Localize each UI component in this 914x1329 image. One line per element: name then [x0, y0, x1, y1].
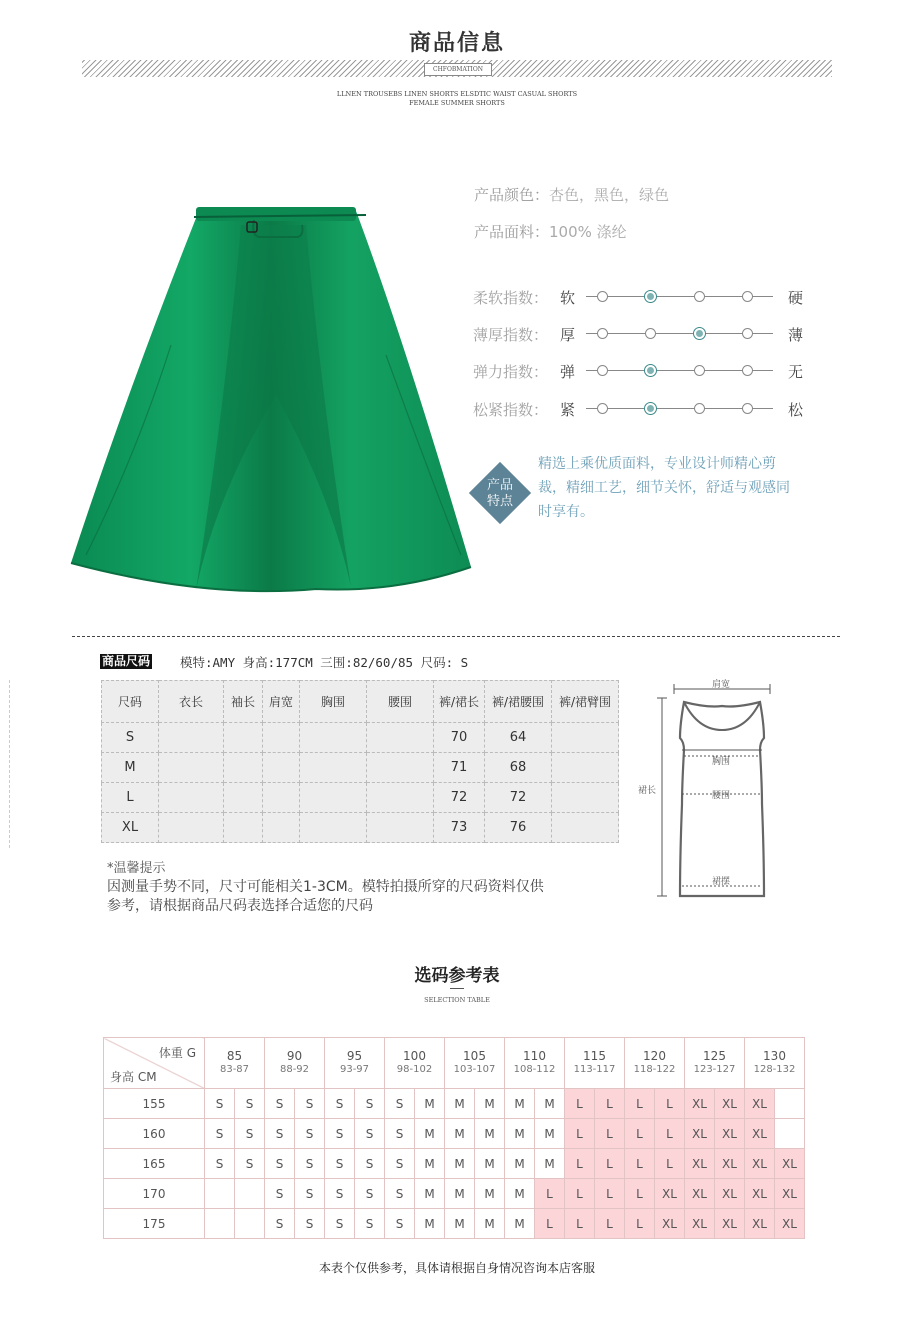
product-image-skirt	[66, 195, 476, 605]
weight-range: 83-87	[219, 1064, 250, 1075]
cell	[300, 813, 367, 843]
weight-range: 113-117	[573, 1064, 616, 1075]
cell	[552, 813, 619, 843]
feature-text: 精选上乘优质面料，专业设计师精心剪裁，精细工艺，细节关怀，舒适与观感同时享有。	[538, 456, 790, 520]
cell: 73	[434, 813, 485, 843]
size-cell: S	[325, 1089, 355, 1119]
weight-value: 85	[226, 1049, 243, 1063]
cell	[367, 783, 434, 813]
size-cell: L	[535, 1179, 565, 1209]
size-cell: S	[295, 1119, 325, 1149]
scale-dot	[597, 365, 608, 376]
cell	[224, 723, 263, 753]
scale-dot-selected	[644, 290, 657, 303]
size-cell: M	[535, 1149, 565, 1179]
size-cell: M	[535, 1119, 565, 1149]
size-cell: L	[625, 1119, 655, 1149]
section-divider	[72, 636, 840, 637]
header-cell: 裤/裙臂围	[552, 681, 619, 723]
scale-dot	[742, 403, 753, 414]
weight-value: 90	[286, 1049, 303, 1063]
cell	[367, 723, 434, 753]
size-cell: XL	[745, 1179, 775, 1209]
scale-dot-selected	[693, 327, 706, 340]
weight-range: 88-92	[279, 1064, 310, 1075]
size-cell: M	[535, 1089, 565, 1119]
cell	[224, 813, 263, 843]
size-cell: S	[385, 1149, 415, 1179]
cell: 72	[485, 783, 552, 813]
size-cell: L	[625, 1179, 655, 1209]
cell	[224, 753, 263, 783]
tip-line-2: 参考，请根据商品尺码表选择合适您的尺码	[107, 898, 373, 914]
size-cell: M	[445, 1209, 475, 1239]
selection-row	[104, 1209, 805, 1239]
size-cell: XL	[745, 1149, 775, 1179]
size-cell: M	[415, 1209, 445, 1239]
size-cell: S	[355, 1119, 385, 1149]
table-row	[102, 753, 619, 783]
size-cell: S	[325, 1149, 355, 1179]
thickness-scale	[586, 326, 773, 342]
size-cell: S	[385, 1089, 415, 1119]
size-cell: L	[655, 1149, 685, 1179]
size-cell: L	[595, 1179, 625, 1209]
size-cell	[205, 1209, 235, 1239]
scale-dot	[694, 291, 705, 302]
tightness-scale	[586, 401, 773, 417]
weight-value: 130	[763, 1049, 786, 1063]
size-cell: XL	[775, 1179, 805, 1209]
height-cell: 165	[104, 1149, 205, 1179]
size-cell: XL	[715, 1209, 745, 1239]
cell	[263, 783, 300, 813]
tip-line-1: 因测量手势不同，尺寸可能相关1-3CM。模特拍摄所穿的尺码资料仅供	[107, 879, 544, 895]
size-cell: M	[505, 1119, 535, 1149]
cell	[300, 783, 367, 813]
left-dash-guide	[9, 680, 10, 848]
size-cell: S	[295, 1209, 325, 1239]
scale-dot	[742, 291, 753, 302]
cell	[300, 753, 367, 783]
color-info	[474, 184, 669, 205]
cell: 71	[434, 753, 485, 783]
cell: 70	[434, 723, 485, 753]
cell	[300, 723, 367, 753]
header-cell: 尺码	[102, 681, 159, 723]
weight-header-cell	[565, 1038, 625, 1089]
size-cell: S	[295, 1089, 325, 1119]
size-cell: M	[445, 1119, 475, 1149]
header-subtitle	[0, 90, 914, 108]
size-cell: L	[565, 1179, 595, 1209]
weight-range: 128-132	[753, 1064, 796, 1075]
selection-header-row	[104, 1038, 805, 1089]
selection-row	[104, 1149, 805, 1179]
cell	[367, 753, 434, 783]
tightness-high: 松	[788, 401, 804, 419]
cell: 72	[434, 783, 485, 813]
weight-header-cell	[685, 1038, 745, 1089]
cell	[224, 783, 263, 813]
header-cell: 袖长	[224, 681, 263, 723]
weight-value: 105	[463, 1049, 486, 1063]
size-cell: L	[565, 1119, 595, 1149]
softness-scale	[586, 289, 773, 305]
size-cell: S	[265, 1119, 295, 1149]
color-value: 杏色，黑色，绿色	[549, 186, 670, 204]
size-cell: M	[505, 1089, 535, 1119]
size-cell: M	[475, 1089, 505, 1119]
corner-cell	[104, 1038, 205, 1089]
size-cell: XL	[685, 1149, 715, 1179]
selection-row	[104, 1119, 805, 1149]
softness-low: 软	[560, 289, 576, 307]
size-cell: M	[505, 1209, 535, 1239]
height-cell: 160	[104, 1119, 205, 1149]
size-cell	[205, 1179, 235, 1209]
size-cell: XL	[685, 1119, 715, 1149]
weight-value: 100	[403, 1049, 426, 1063]
badge-line-1: 产品	[486, 478, 513, 493]
size-cell: L	[625, 1209, 655, 1239]
size-cell: S	[205, 1089, 235, 1119]
elasticity-label: 弹力指数：	[473, 363, 549, 381]
elasticity-high: 无	[788, 363, 804, 381]
size-cell: M	[445, 1179, 475, 1209]
cell	[263, 723, 300, 753]
scale-dot	[694, 365, 705, 376]
size-cell: XL	[745, 1209, 775, 1239]
size-cell	[775, 1089, 805, 1119]
size-cell: M	[445, 1089, 475, 1119]
size-cell: L	[535, 1209, 565, 1239]
header-cell: 裤/裙长	[434, 681, 485, 723]
cell: XL	[102, 813, 159, 843]
cell	[263, 813, 300, 843]
size-cell: S	[295, 1149, 325, 1179]
size-cell: M	[505, 1179, 535, 1209]
weight-header-cell	[625, 1038, 685, 1089]
size-cell: L	[595, 1209, 625, 1239]
cell: S	[102, 723, 159, 753]
cell	[159, 753, 224, 783]
selection-footer-note: 本表个仅供参考，具体请根据自身情况咨询本店客服	[318, 1261, 595, 1275]
model-info: 模特:AMY 身高:177CM 三围:82/60/85 尺码: S	[180, 655, 469, 670]
size-cell: M	[475, 1179, 505, 1209]
weight-header-cell	[325, 1038, 385, 1089]
size-cell: S	[235, 1149, 265, 1179]
header-cell: 胸围	[300, 681, 367, 723]
cell	[367, 813, 434, 843]
cell	[552, 753, 619, 783]
size-cell: XL	[775, 1149, 805, 1179]
weight-header-cell	[385, 1038, 445, 1089]
size-cell: XL	[775, 1209, 805, 1239]
size-cell: M	[475, 1119, 505, 1149]
size-cell: S	[325, 1119, 355, 1149]
thickness-low: 厚	[560, 326, 576, 344]
size-cell: S	[355, 1089, 385, 1119]
weight-range: 123-127	[693, 1064, 736, 1075]
elasticity-low: 弹	[560, 363, 576, 381]
scale-dot	[597, 291, 608, 302]
selection-row	[104, 1179, 805, 1209]
page-title: 商品信息	[408, 30, 505, 56]
softness-high: 硬	[788, 289, 804, 307]
size-cell: M	[475, 1149, 505, 1179]
table-row	[102, 783, 619, 813]
size-cell: XL	[715, 1089, 745, 1119]
cell: L	[102, 783, 159, 813]
diagram-length-label: 裙长	[638, 786, 657, 796]
size-cell: XL	[685, 1179, 715, 1209]
size-cell: S	[205, 1149, 235, 1179]
badge-line-2: 特点	[486, 494, 513, 509]
size-cell: M	[415, 1149, 445, 1179]
size-cell: S	[385, 1119, 415, 1149]
size-cell: XL	[655, 1209, 685, 1239]
size-cell: XL	[685, 1209, 715, 1239]
size-cell: S	[235, 1119, 265, 1149]
weight-header-cell	[505, 1038, 565, 1089]
height-cell: 170	[104, 1179, 205, 1209]
weight-value: 125	[703, 1049, 726, 1063]
softness-label: 柔软指数：	[473, 289, 549, 307]
size-cell: L	[565, 1209, 595, 1239]
size-cell: S	[265, 1209, 295, 1239]
size-cell: L	[565, 1149, 595, 1179]
size-cell: S	[355, 1149, 385, 1179]
diagram-chest-label: 胸围	[712, 757, 731, 767]
measurement-diagram	[636, 676, 786, 900]
size-cell: XL	[715, 1149, 745, 1179]
cell	[159, 723, 224, 753]
diagram-shoulder-label: 肩宽	[712, 680, 731, 690]
header-cell: 衣长	[159, 681, 224, 723]
scale-dot	[597, 403, 608, 414]
selection-title: 选码参考表	[414, 966, 500, 986]
color-label: 产品颜色：	[474, 186, 550, 204]
diagram-waist-label: 腰围	[712, 791, 731, 801]
size-cell: L	[595, 1149, 625, 1179]
size-cell: S	[325, 1209, 355, 1239]
size-table-header	[102, 681, 619, 723]
size-cell: S	[355, 1209, 385, 1239]
size-cell: S	[325, 1179, 355, 1209]
size-cell: XL	[715, 1179, 745, 1209]
header-cell: 裤/裙腰围	[485, 681, 552, 723]
size-cell: XL	[685, 1089, 715, 1119]
weight-value: 120	[643, 1049, 666, 1063]
size-tip	[107, 859, 544, 916]
size-cell: L	[565, 1089, 595, 1119]
table-row	[102, 723, 619, 753]
corner-height-label: 身高 CM	[110, 1070, 157, 1084]
thickness-label: 薄厚指数：	[473, 326, 549, 344]
size-cell: XL	[745, 1089, 775, 1119]
weight-header-cell	[745, 1038, 805, 1089]
size-cell	[235, 1209, 265, 1239]
weight-value: 95	[346, 1049, 363, 1063]
scale-dot	[742, 365, 753, 376]
thickness-high: 薄	[788, 326, 804, 344]
size-cell: M	[415, 1179, 445, 1209]
size-cell: S	[265, 1149, 295, 1179]
selection-title-underline	[450, 988, 464, 989]
selection-row	[104, 1089, 805, 1119]
weight-range: 103-107	[453, 1064, 496, 1075]
size-cell: M	[475, 1209, 505, 1239]
scale-dot	[742, 328, 753, 339]
size-cell: L	[595, 1119, 625, 1149]
size-cell: XL	[655, 1179, 685, 1209]
size-cell: XL	[745, 1119, 775, 1149]
scale-dot-selected	[644, 364, 657, 377]
size-cell: M	[505, 1149, 535, 1179]
cell	[159, 783, 224, 813]
size-table	[101, 680, 619, 843]
weight-value: 115	[583, 1049, 606, 1063]
size-cell: L	[625, 1089, 655, 1119]
weight-range: 93-97	[339, 1064, 370, 1075]
weight-header-cell	[265, 1038, 325, 1089]
fabric-label: 产品面料：	[474, 223, 550, 241]
size-cell: XL	[715, 1119, 745, 1149]
cell: 68	[485, 753, 552, 783]
elasticity-scale	[586, 363, 773, 379]
fabric-value: 100% 涤纶	[549, 223, 627, 241]
cell	[159, 813, 224, 843]
size-cell: S	[265, 1089, 295, 1119]
size-cell: S	[235, 1089, 265, 1119]
header-cell: 腰围	[367, 681, 434, 723]
tightness-low: 紧	[560, 401, 576, 419]
cell: M	[102, 753, 159, 783]
feature-badge-text	[470, 478, 530, 510]
cell: 64	[485, 723, 552, 753]
subtitle-line-1: LLNEN TROUSEBS LINEN SHORTS ELSDTIC WAIST CASUAL SHORTS	[336, 90, 578, 98]
weight-value: 110	[523, 1049, 546, 1063]
cell	[552, 783, 619, 813]
selection-subtitle: SELECTION TABLE	[424, 996, 490, 1004]
scale-dot	[597, 328, 608, 339]
size-cell: S	[385, 1179, 415, 1209]
header-cell: 肩宽	[263, 681, 300, 723]
scale-dot	[694, 403, 705, 414]
size-cell: S	[295, 1179, 325, 1209]
size-section-label: 商品尺码	[102, 654, 151, 668]
weight-header-cell	[205, 1038, 265, 1089]
scale-dot	[645, 328, 656, 339]
weight-range: 98-102	[396, 1064, 433, 1075]
size-cell: M	[445, 1149, 475, 1179]
size-cell: L	[655, 1089, 685, 1119]
height-cell: 175	[104, 1209, 205, 1239]
tightness-label: 松紧指数：	[473, 401, 549, 419]
tip-title: *温馨提示	[107, 861, 166, 876]
size-cell	[775, 1119, 805, 1149]
size-cell	[235, 1179, 265, 1209]
fabric-info	[474, 221, 627, 242]
weight-range: 108-112	[513, 1064, 556, 1075]
diagram-hem-label: 裙摆	[712, 877, 731, 887]
cell	[263, 753, 300, 783]
title-tag: CHFOBMATION	[424, 63, 492, 76]
size-cell: L	[595, 1089, 625, 1119]
size-cell: S	[355, 1179, 385, 1209]
weight-range: 118-122	[633, 1064, 676, 1075]
corner-weight-label: 体重 G	[158, 1046, 196, 1060]
size-cell: S	[205, 1119, 235, 1149]
selection-table	[103, 1037, 805, 1239]
cell	[552, 723, 619, 753]
size-cell: L	[655, 1119, 685, 1149]
height-cell: 155	[104, 1089, 205, 1119]
weight-header-cell	[445, 1038, 505, 1089]
scale-dot-selected	[644, 402, 657, 415]
size-cell: S	[265, 1179, 295, 1209]
size-cell: S	[385, 1209, 415, 1239]
subtitle-line-2: FEMALE SUMMER SHORTS	[409, 99, 505, 107]
cell: 76	[485, 813, 552, 843]
size-cell: M	[415, 1119, 445, 1149]
size-cell: M	[415, 1089, 445, 1119]
table-row	[102, 813, 619, 843]
size-cell: L	[625, 1149, 655, 1179]
